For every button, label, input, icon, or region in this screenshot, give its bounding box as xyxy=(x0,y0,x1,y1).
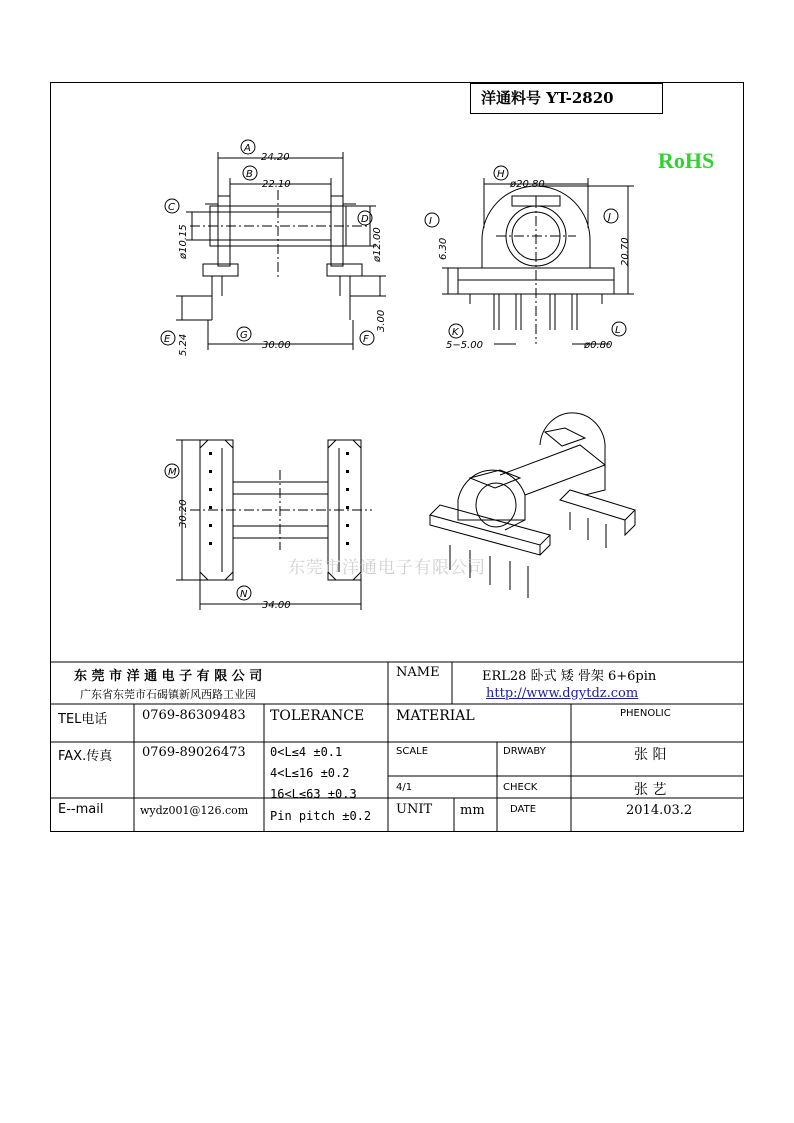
dim-j-value: 20.70 xyxy=(620,237,631,266)
dim-c-value: ø10.15 xyxy=(178,224,189,259)
dim-m-value: 30.20 xyxy=(178,499,189,528)
dim-f-value: 3.00 xyxy=(376,309,387,332)
part-name: ERL28 卧式 矮 骨架 6+6pin xyxy=(482,669,657,684)
drawby-value: 张 阳 xyxy=(634,747,667,763)
dim-l-letter: L xyxy=(615,325,621,336)
material-value: PHENOLIC xyxy=(620,708,671,719)
tolerance-range-1: 0<L≤4 ±0.1 xyxy=(270,745,343,759)
fax-label: FAX.传真 xyxy=(58,749,113,764)
tolerance-range-3: 16<L≤63 ±0.3 xyxy=(270,787,357,801)
tel-value: 0769-86309483 xyxy=(142,708,246,723)
dim-h-letter: H xyxy=(497,169,505,180)
dim-d-value: ø12.00 xyxy=(372,227,383,262)
dim-a-value: 24.20 xyxy=(261,152,290,163)
front-view xyxy=(442,178,634,344)
dim-d-letter: D xyxy=(361,214,369,225)
dim-m-letter: M xyxy=(168,467,177,478)
tolerance-range-2: 4<L≤16 ±0.2 xyxy=(270,766,350,780)
dim-b-letter: B xyxy=(246,169,253,180)
dim-j-letter: J xyxy=(608,212,611,223)
date-value: 2014.03.2 xyxy=(626,803,693,818)
dim-e-value: 5.24 xyxy=(178,333,189,356)
date-label: DATE xyxy=(510,804,537,815)
unit-label: UNIT xyxy=(396,802,433,817)
dim-g-value: 30.00 xyxy=(262,340,291,351)
dim-b-value: 22.10 xyxy=(262,179,291,190)
company-url[interactable]: http://www.dgytdz.com xyxy=(486,686,639,701)
company-watermark: 东莞市洋通电子有限公司 xyxy=(288,558,486,578)
dim-i-letter: I xyxy=(429,216,432,227)
drawby-label: DRWABY xyxy=(503,746,546,757)
dim-h-value: ø20.80 xyxy=(510,179,545,190)
name-label: NAME xyxy=(396,665,440,680)
tel-label: TEL电话 xyxy=(58,712,108,727)
top-view xyxy=(176,440,372,610)
dim-f-letter: F xyxy=(363,334,369,345)
unit-value: mm xyxy=(460,803,485,818)
tolerance-label: TOLERANCE xyxy=(270,708,365,724)
material-label: MATERIAL xyxy=(396,708,475,724)
dim-e-letter: E xyxy=(164,334,171,345)
dim-l-value: ø0.80 xyxy=(584,340,613,351)
company-name: 东 莞 市 洋 通 电 子 有 限 公 司 xyxy=(74,669,263,684)
check-label: CHECK xyxy=(503,782,538,793)
tolerance-pin-pitch: Pin pitch ±0.2 xyxy=(270,809,372,823)
fax-value: 0769-89026473 xyxy=(142,745,246,760)
dim-k-letter: K xyxy=(452,327,459,338)
email-value: wydz001@126.com xyxy=(140,804,249,817)
dim-c-letter: C xyxy=(168,202,175,213)
scale-label: SCALE xyxy=(396,746,429,757)
dim-i-value: 6.30 xyxy=(438,237,449,260)
callout-circles xyxy=(161,140,626,600)
email-label: E--mail xyxy=(58,802,104,817)
part-number-box: 洋通料号 YT-2820 xyxy=(470,83,663,114)
scale-value: 4/1 xyxy=(396,782,413,793)
check-value: 张 艺 xyxy=(634,782,667,798)
dim-n-letter: N xyxy=(240,589,248,600)
dim-n-value: 34.00 xyxy=(262,600,291,611)
dim-g-letter: G xyxy=(240,330,248,341)
rohs-mark: RoHS xyxy=(658,148,715,173)
company-address: 广东省东莞市石碣镇新风西路工业园 xyxy=(80,688,256,701)
dim-a-letter: A xyxy=(244,143,251,154)
dim-k-value: 5−5.00 xyxy=(446,340,484,351)
